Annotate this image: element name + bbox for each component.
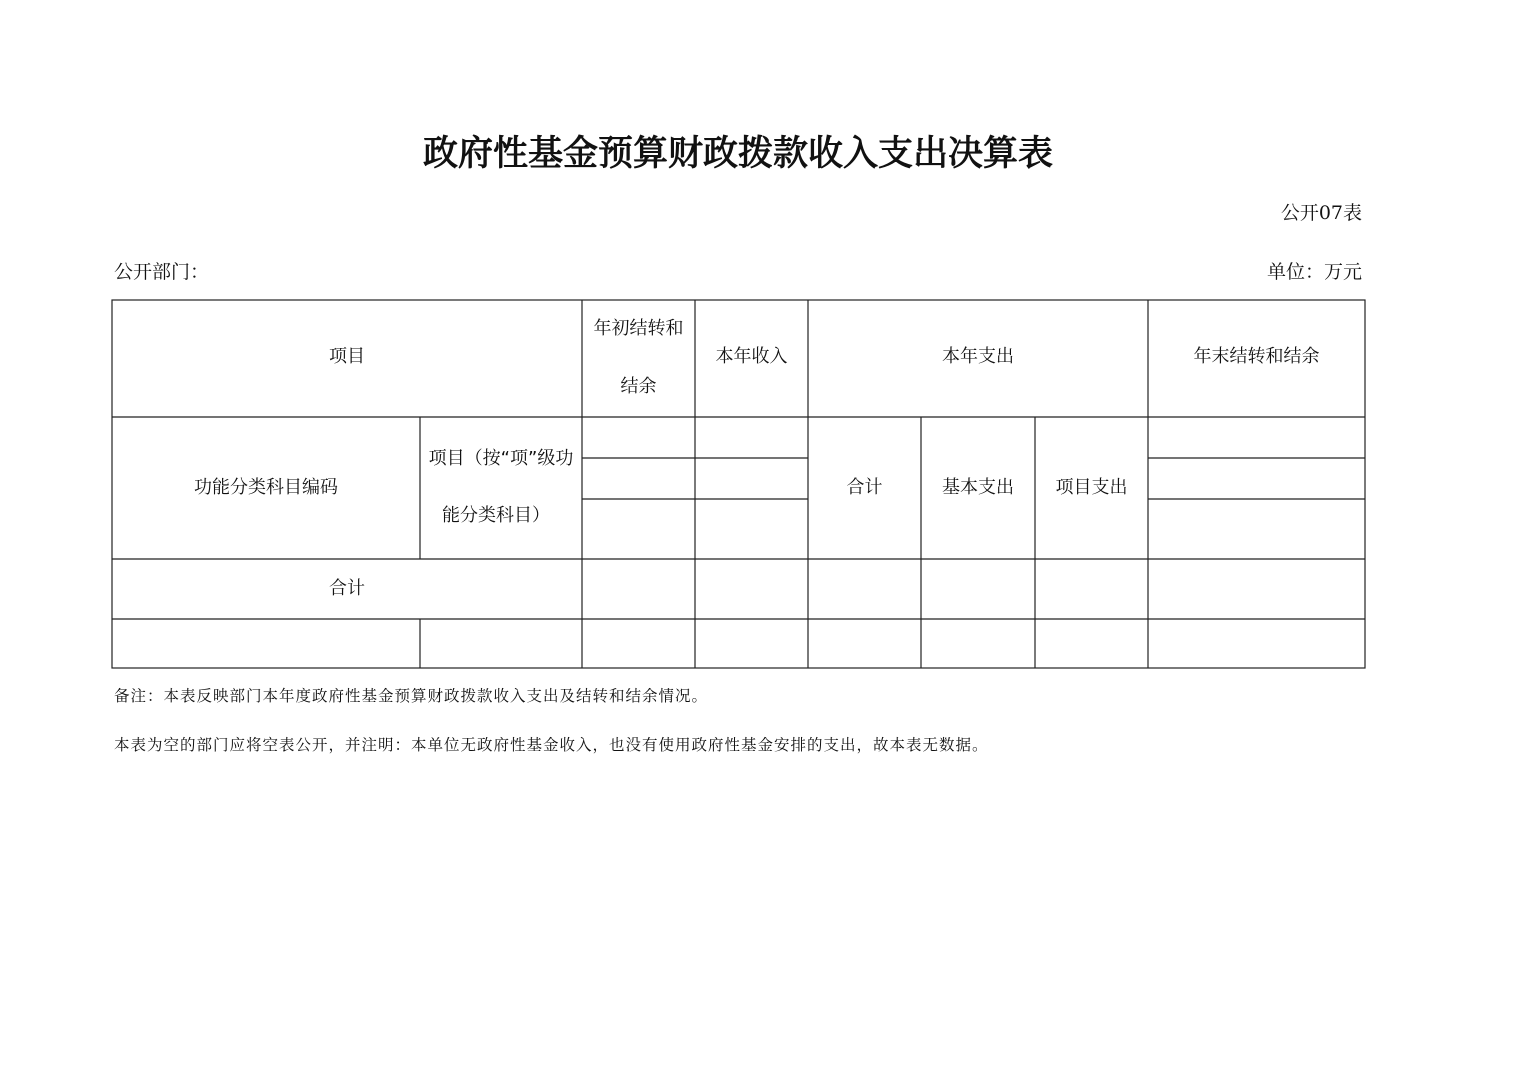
header-opening-balance-line1: 年初结转和 bbox=[593, 318, 684, 339]
subheader-item-by-level-line2: 能分类科目） bbox=[442, 505, 550, 526]
header-closing-balance: 年末结转和结余 bbox=[1193, 346, 1320, 367]
subheader-basic-expense: 基本支出 bbox=[942, 477, 1014, 498]
header-opening-balance-line2: 结余 bbox=[620, 376, 657, 397]
total-row-label: 合计 bbox=[329, 578, 365, 599]
header-current-expense: 本年支出 bbox=[942, 346, 1014, 367]
header-item: 项目 bbox=[329, 346, 365, 367]
note-1: 备注：本表反映部门本年度政府性基金预算财政拨款收入支出及结转和结余情况。 bbox=[114, 687, 709, 705]
subheader-item-by-level-line1: 项目（按“项”级功 bbox=[428, 448, 574, 469]
subheader-func-code: 功能分类科目编码 bbox=[194, 477, 338, 498]
unit-label: 单位：万元 bbox=[1266, 261, 1362, 283]
subheader-project-expense: 项目支出 bbox=[1055, 477, 1128, 498]
subheader-total: 合计 bbox=[846, 477, 883, 498]
header-current-income: 本年收入 bbox=[715, 346, 788, 367]
note-2: 本表为空的部门应将空表公开，并注明：本单位无政府性基金收入，也没有使用政府性基金安排的支出，故本表无数据。 bbox=[114, 736, 989, 754]
form-number: 公开07表 bbox=[1280, 202, 1362, 224]
department-label: 公开部门： bbox=[114, 261, 210, 283]
page-title: 政府性基金预算财政拨款收入支出决算表 bbox=[422, 133, 1053, 174]
